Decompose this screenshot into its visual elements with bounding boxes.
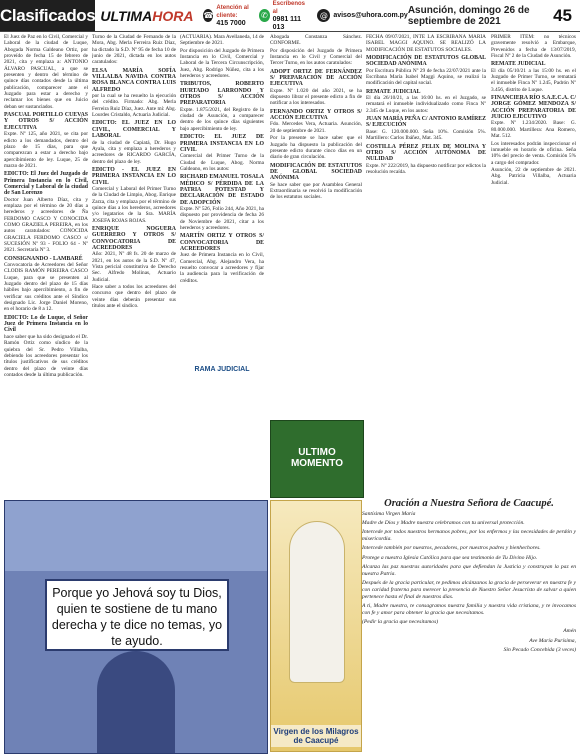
prayer-line: Santísima Virgen María bbox=[362, 511, 416, 518]
prayer-line: Madre de Dios y Madre nuestra celebramos con tu universal protección. bbox=[362, 520, 525, 527]
classified-text: hace saber que ha sido designado el Dr. Ramón Ortiz como síndico de la quiebra del Sr. Pedro Villalba, debiendo los acreedores presentar los títulos justificativos de sus créditos dentro del plazo de veinte días contados desde la última publicación. bbox=[4, 333, 88, 378]
classified-text: El día 26/10/21, a las 16:00 hs. en el Juzgado, se rematará el inmueble individualizado como Finca Nº 2.345 de Luque, en los autos: bbox=[366, 95, 486, 114]
prayer-block bbox=[362, 500, 576, 752]
classified-text: Asunción, 22 de septiembre de 2021. Abg. Patricia Villalba, Actuaria Judicial. bbox=[491, 166, 576, 186]
classified-text: Hace saber a todos los acreedores del concurso que dentro del plazo de veinte días deberán presentar sus títulos ante el síndico. bbox=[92, 284, 176, 310]
classified-text: Expte. Nº 222/2019, ha dispuesto notificar por edictos la resolución recaída. bbox=[366, 162, 486, 175]
classified-heading: JUAN MARÍA PEÑA C/ ANTONIO RAMÍREZ S/ EJECUCIÓN bbox=[366, 116, 486, 129]
classified-text: Turno de la Ciudad de Fernando de la Mora, Abg. Merla Ferreira Ruiz Díaz, ha dictado la S.D. Nº 95 de fecha 10 de junio de 2021, dictada en los autos caratulados: bbox=[92, 34, 176, 66]
whatsapp-contact bbox=[259, 0, 307, 32]
section-title: Clasificados bbox=[0, 0, 95, 31]
brand-part-a: ULTIMA bbox=[100, 7, 153, 24]
classified-text: PRIMER ITEM: no técnicos gravemente resolvió a Embarque, Prevenidos a fecha de 13/07/2019, Fiscal Nº 2 de la Ciudad de Asunción. bbox=[491, 34, 576, 60]
prayer-line: Protege a nuestra Iglesia Católica para que sea testimonio de Tu Divino Hijo. bbox=[362, 554, 538, 561]
last-moment-promo bbox=[270, 420, 364, 498]
issue-date: Asunción, domingo 26 de septiembre de 2021 bbox=[407, 4, 530, 27]
classified-text: Juez de Primera Instancia en lo Civil, Comercial, Abg. Alejandro Vera, ha resuelto convocar a acreedores y fijar la audiencia para la verificación de créditos. bbox=[180, 252, 264, 284]
classified-column-1 bbox=[4, 34, 88, 496]
page-number: 45 bbox=[553, 5, 572, 25]
classified-text: Expte. Nº 1.234/2020. Base: G. 80.000.000. Martillera: Ana Romero, Mat. 512. bbox=[491, 120, 576, 140]
classified-text: Por disposición del Juzgado de Primera Instancia en lo Civil y Comercial del Tercer Turno, en los autos caratulados: bbox=[270, 47, 362, 67]
classified-text: Por la presente se hace saber que el Juzgado ha dispuesto la publicación del presente edicto durante cinco días en un diario de gran circulación. bbox=[270, 135, 362, 161]
page-header bbox=[0, 0, 580, 32]
classified-text: Expte. Nº 526, Folio 244, Año 2021, ha dispuesto por providencia de fecha 26 de Noviembre de 2021, citar a los herederos y acreedores. bbox=[180, 205, 264, 231]
classified-heading: FERNANDO ORTIZ Y OTROS S/ ACCIÓN EJECUTIVA bbox=[270, 108, 362, 122]
classified-text: Base: G. 120.000.000. Seña 10%. Comisión 5%. Martillero: Carlos Ibáñez, Mat. 345. bbox=[366, 128, 486, 142]
rama-judicial-label: RAMA JUDICIAL bbox=[194, 366, 250, 373]
classified-text: Abogada Constanza Sánchez. CONFORME. bbox=[270, 34, 362, 47]
classified-column-5 bbox=[366, 34, 486, 496]
phone-icon: ☎ bbox=[203, 11, 214, 20]
phone-label: Atención al cliente: bbox=[216, 4, 249, 19]
classified-heading: EDICTO - EL JUEZ EN PRIMERA INSTANCIA EN LO CIVIL bbox=[92, 166, 176, 186]
classified-heading: FINANCIERA RÍO S.A.E.C.A. C/ JORGE GÓMEZ MENDOZA S/ ACCIÓN PREPARATORIA DE JUICIO EJECUTIVO bbox=[491, 95, 576, 121]
classified-heading: EDICTO: EL JUEZ EN LO CIVIL, COMERCIAL Y LABORAL bbox=[92, 120, 176, 140]
classified-heading: MODIFICACIÓN DE ESTATUTOS DE GLOBAL SOCIEDAD ANÓNIMA bbox=[270, 162, 362, 182]
whatsapp-icon: ✆ bbox=[260, 11, 268, 20]
classified-heading: REMATE JUDICIAL bbox=[491, 61, 546, 68]
classified-heading: TRIBUTOS, ROBERTO HURTADO LARRONDO Y OTROS S/ ACCIÓN PREPARATORIA bbox=[180, 81, 264, 107]
classified-text: Doctor Juan Alberto Díaz, cita y emplaza por el término de 20 días a herederos y acreedores de Ña FERDOMO CASCO Y CONOCIDA COMO GRAZIELA PEREIRA, en los autos caratulados: CONOCIDA GRACIELA FERDOMO CASCO s/ SUCESIÓN Nº 93 - FOLIO 64 - Nº 2021. Secretaría Nº 3. bbox=[4, 196, 88, 254]
prayer-line: Amén bbox=[563, 628, 576, 635]
prayer-line: Sin Pecado Concebida (3 veces) bbox=[503, 646, 576, 653]
prayer-body bbox=[362, 511, 576, 654]
classified-text: Expte. 1.875/2021, del Registro de la ciudad de Asunción, a comparecer dentro de los quince días siguientes bajo apercibimiento de ley. bbox=[180, 106, 264, 132]
classified-text: El Juez de Paz en lo Civil, Comercial y Laboral de la ciudad de Luque, Abogada Norma Galdeano Ortiz, por proveído de fecha 15 de febrero de 2021, cita y emplaza a: ANTONIO ÁLVARO PASCUAL, a que se presenten y dentro del término de quince días contados desde la última publicación, comparecer ante el Juzgado para estar a derecho y reclamar los bienes que en Juicio deban ser sustanciados. bbox=[4, 34, 88, 110]
prayer-title: Oración a Nuestra Señora de Caacupé. bbox=[384, 498, 554, 509]
classified-heading: EDICTO: EL JUEZ DE PRIMERA INSTANCIA EN LO CIVIL bbox=[180, 134, 264, 153]
classified-text: Expte. Nº 1.020 del año 2021, se ha dispuesto librar el presente edicto a fin de notificar a los interesados. bbox=[270, 87, 362, 107]
classified-heading: CONSIGNANDO - LAMBARÉ bbox=[4, 255, 83, 262]
classified-text: Fdo. Mercedes Vera, Actuaria. Asunción, 20 de septiembre de 2021. bbox=[270, 121, 362, 134]
classified-text: Los interesados podrán inspeccionar el inmueble en horario de oficina. Seña 10% del precio de venta. Comisión 5% a cargo del comprador. bbox=[491, 140, 576, 166]
classified-column-3 bbox=[180, 34, 264, 496]
prayer-line: Intercede por todos nuestros hermanos pobres, por los enfermos y las necesidades de perdón y misericordia. bbox=[362, 529, 576, 543]
prayer-line: Ave María Purísima, bbox=[529, 637, 576, 644]
ad-sky bbox=[5, 501, 267, 571]
classified-text: Por Escritura Pública Nº 29 de fecha 22/07/2021 ante la Escribana María Isabel Maggi Aquino, se realizó la modificación del capital social. bbox=[366, 67, 486, 87]
last-moment-text: ULTIMO MOMENTO bbox=[290, 447, 344, 469]
brand-logo bbox=[100, 8, 193, 24]
classified-text: Convocatoria de Acreedores del Señor CLODIS RAMÓN PEREIRA CASCO Luque, para que se presenten al Juzgado dentro del plazo de 15 días hábiles bajo apercibimiento, a fin de verificar sus créditos ante el Síndico designado Lic. Jorge Daniel Moreno, en el horario de 8 a 12. bbox=[4, 262, 88, 313]
bible-verse-ad bbox=[4, 500, 268, 754]
classified-heading: COSTILLA PÉREZ FELIX DE MOLINA Y OTRO S/ ACCIÓN AUTÓNOMA DE NULIDAD bbox=[366, 143, 486, 163]
classified-text: Se hace saber que por Asamblea General Extraordinaria se resolvió la modificación de los estatutos sociales. bbox=[270, 181, 362, 201]
phone-number: 415 7000 bbox=[216, 19, 246, 27]
classified-heading: ENRIQUE NOGUERA GUERRERO Y OTROS S/ CONVOCATORIA DE ACREEDORES bbox=[92, 225, 176, 251]
classified-text: Año: 2021, Nº 48 fs. 20 de marzo de 2021, en los autos de la S.D. Nº 47, Vista pericial constitutiva de Derecho Sec. Alfredo Molinas, Actuario Judicial. bbox=[92, 251, 176, 283]
classified-text: Comercial y Laboral del Primer Turno de la Ciudad de Limpio, Abog. Enrique Zarza, cita y emplaza por el término de quince días a los herederos, acreedores y/o legatarios de la Sra. MARÍA JOSEFA ROJAS ROJAS. bbox=[92, 185, 176, 224]
classified-heading: MARTÍN ORTIZ Y OTROS S/ CONVOCATORIA DE ACREEDORES bbox=[180, 233, 264, 252]
classified-text: FECHA 09/07/2021, INTE LA ESCRIBANA MARÍA ISABEL MAGGI AQUINO. SE REALIZÓ LA MODIFICACIÓN DE ESTATUTOS SOCIALES. bbox=[366, 34, 486, 53]
classified-column-6 bbox=[491, 34, 576, 496]
classified-text: Expte. Nº 125, año 2021, se cita por edicto a los demandados, dentro del plazo de 15 días, para que comparezcan a estar a derecho bajo apercibimiento de ley. Luque, 25 de marzo de 2021. bbox=[4, 131, 88, 169]
ad-verse-text: Porque yo Jehová soy tu Dios, quien te sostiene de tu mano derecha y te dice no temas, yo te ayudo. bbox=[45, 579, 229, 651]
prayer-line: Intercede también por nuestros, pecadores, por nuestros padres y bienhechores. bbox=[362, 545, 541, 552]
classified-heading: ADOPT ORTIZ DE FERNÁNDEZ S/ PREPARACIÓN DE ACCIÓN EJECUTIVA bbox=[270, 68, 362, 88]
classified-heading: ELSA MARÍA SOFÍA VILLALBA NAVIDA CONTRA ROSA BLANCA CONTRA LUIS ALFREDO bbox=[92, 67, 176, 93]
classified-heading: PASCUAL PORTILLO CUEVAS Y OTROS S/ ACCIÓN EJECUTIVA bbox=[4, 112, 88, 131]
classified-text: (ACTUARIA). Mara Avellaneda, 14 de Septiembre de 2021. bbox=[180, 34, 264, 47]
prayer-line: Después de la gracia particular, te pedimos alcánzanos la gracia de perseverar en nuestra fe y con caridad fraterna para merecer la presencia de Nuestro Señor Jesucristo de salvar a quien pertenece hasta el final de nuestros días. bbox=[362, 579, 576, 601]
classified-text: por la cual se ha resuelto la ejecución del crédito. Firmado: Abg. Merla Ferreira Ruiz Díaz, Juez. Ante mí: Abg. Lourdes Cristaldo, Actuaria Judicial. bbox=[92, 93, 176, 119]
ad-figure bbox=[97, 651, 175, 753]
classified-text: Comercial del Primer Turno de la Ciudad de Luque, Abog. Norma Galdeano, en los autos: bbox=[180, 153, 264, 172]
email-icon: @ bbox=[317, 9, 330, 22]
classified-heading: RICHARD EMANUEL TOSALA MÉDICO S/ PÉRDIDA DE LA PATRIA POTESTAD Y DECLARACIÓN DE ESTADO DE ADOPCIÓN bbox=[180, 174, 264, 206]
classified-text: de la ciudad de Capiatá, Dr. Hugo Ayala, cita y emplaza a herederos y acreedores de RICARDO GARCÍA, dentro del plazo de ley. bbox=[92, 139, 176, 165]
whatsapp-label: Escríbenos al bbox=[272, 0, 306, 15]
virgin-caption: Virgen de los Milagros de Caacupé bbox=[271, 725, 361, 747]
classified-heading: EDICTO: Lo de Luque, el Señor Juez de Primera Instancia en lo Civil bbox=[4, 314, 88, 334]
classified-heading: MODIFICACIÓN DE ESTATUTOS GLOBAL SOCIEDAD ANÓNIMA bbox=[366, 55, 486, 68]
classified-text: Por disposición del Juzgado de Primera Instancia en lo Civil, Comercial y Laboral de la Tercera Circunscripción, Juez, Abg. Rodrigo Núñez, cita a los herederos y acreedores. bbox=[180, 47, 264, 80]
prayer-line: A ti, Madre nuestra, te consagramos nuestra familia y nuestra vida cristiana, y te invocamos con fe y amor para obtener la gracia que necesitamos. bbox=[362, 603, 576, 617]
virgin-figure bbox=[289, 521, 345, 683]
brand-part-b: HORA bbox=[152, 7, 194, 24]
whatsapp-number: 0981 111 013 bbox=[272, 15, 302, 31]
classified-text: El día 05/10/21 a las 15:00 hs. en el Juzgado de Primer Turno, se rematará el inmueble Finca Nº 1.245, Padrón Nº 3.456, distrito de Luque. bbox=[491, 67, 576, 93]
classified-column-4 bbox=[270, 34, 362, 432]
prayer-line: (Pedir la gracia que necesitamos) bbox=[362, 619, 439, 626]
classified-column-2 bbox=[92, 34, 176, 496]
classified-heading: EDICTO: El Juez del Juzgado de Primera Instancia en lo Civil, Comercial y Laboral de la ciudad de San Lorenzo bbox=[4, 171, 88, 197]
prayer-line: Alcanza las paz nuestras autoridades para que defiendan la Justicia y construyan la paz en nuestra Patria. bbox=[362, 563, 576, 577]
virgin-image bbox=[270, 500, 362, 752]
email-address: avisos@uhora.com.py bbox=[333, 12, 408, 19]
email-contact bbox=[317, 9, 408, 22]
phone-contact bbox=[203, 4, 249, 28]
classified-heading: REMATE JUDICIAL bbox=[366, 88, 421, 95]
